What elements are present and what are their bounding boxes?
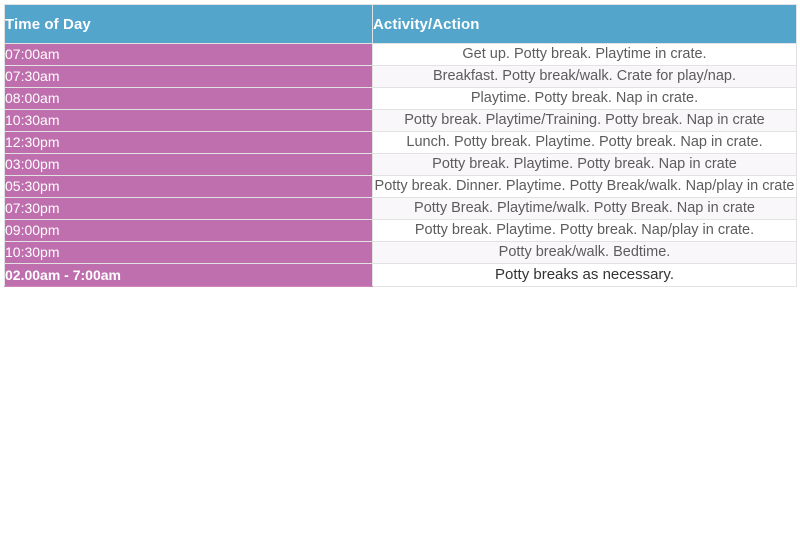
- column-header-time: Time of Day: [5, 5, 373, 44]
- cell-time: 10:30pm: [5, 242, 373, 264]
- cell-activity: Potty break. Playtime. Potty break. Nap in crate: [373, 154, 797, 176]
- cell-time: 02.00am - 7:00am: [5, 264, 373, 287]
- cell-time: 03:00pm: [5, 154, 373, 176]
- table-row: [5, 132, 797, 154]
- cell-activity: Potty break. Playtime. Potty break. Nap/play in crate.: [373, 220, 797, 242]
- cell-time: 12:30pm: [5, 132, 373, 154]
- table-row: [5, 176, 797, 198]
- cell-activity: Potty break. Playtime/Training. Potty break. Nap in crate: [373, 110, 797, 132]
- table-row: [5, 44, 797, 66]
- table-row: [5, 110, 797, 132]
- cell-activity: Breakfast. Potty break/walk. Crate for play/nap.: [373, 66, 797, 88]
- schedule-table: [4, 4, 797, 287]
- cell-activity: Playtime. Potty break. Nap in crate.: [373, 88, 797, 110]
- cell-activity: Potty break/walk. Bedtime.: [373, 242, 797, 264]
- table-row: [5, 154, 797, 176]
- table-row: [5, 198, 797, 220]
- table-row: [5, 220, 797, 242]
- table-row: [5, 242, 797, 264]
- cell-time: 07:00am: [5, 44, 373, 66]
- cell-time: 07:30pm: [5, 198, 373, 220]
- cell-time: 08:00am: [5, 88, 373, 110]
- table-row: [5, 264, 797, 287]
- cell-time: 07:30am: [5, 66, 373, 88]
- cell-activity: Potty breaks as necessary.: [373, 264, 797, 287]
- table-row: [5, 88, 797, 110]
- table-header: [5, 5, 797, 44]
- cell-activity: Get up. Potty break. Playtime in crate.: [373, 44, 797, 66]
- table-header-row: [5, 5, 797, 44]
- cell-activity: Lunch. Potty break. Playtime. Potty break. Nap in crate.: [373, 132, 797, 154]
- cell-time: 10:30am: [5, 110, 373, 132]
- column-header-activity: Activity/Action: [373, 5, 797, 44]
- cell-time: 09:00pm: [5, 220, 373, 242]
- table-body: [5, 44, 797, 287]
- table-row: [5, 66, 797, 88]
- cell-time: 05:30pm: [5, 176, 373, 198]
- cell-activity: Potty break. Dinner. Playtime. Potty Break/walk. Nap/play in crate: [373, 176, 797, 198]
- cell-activity: Potty Break. Playtime/walk. Potty Break. Nap in crate: [373, 198, 797, 220]
